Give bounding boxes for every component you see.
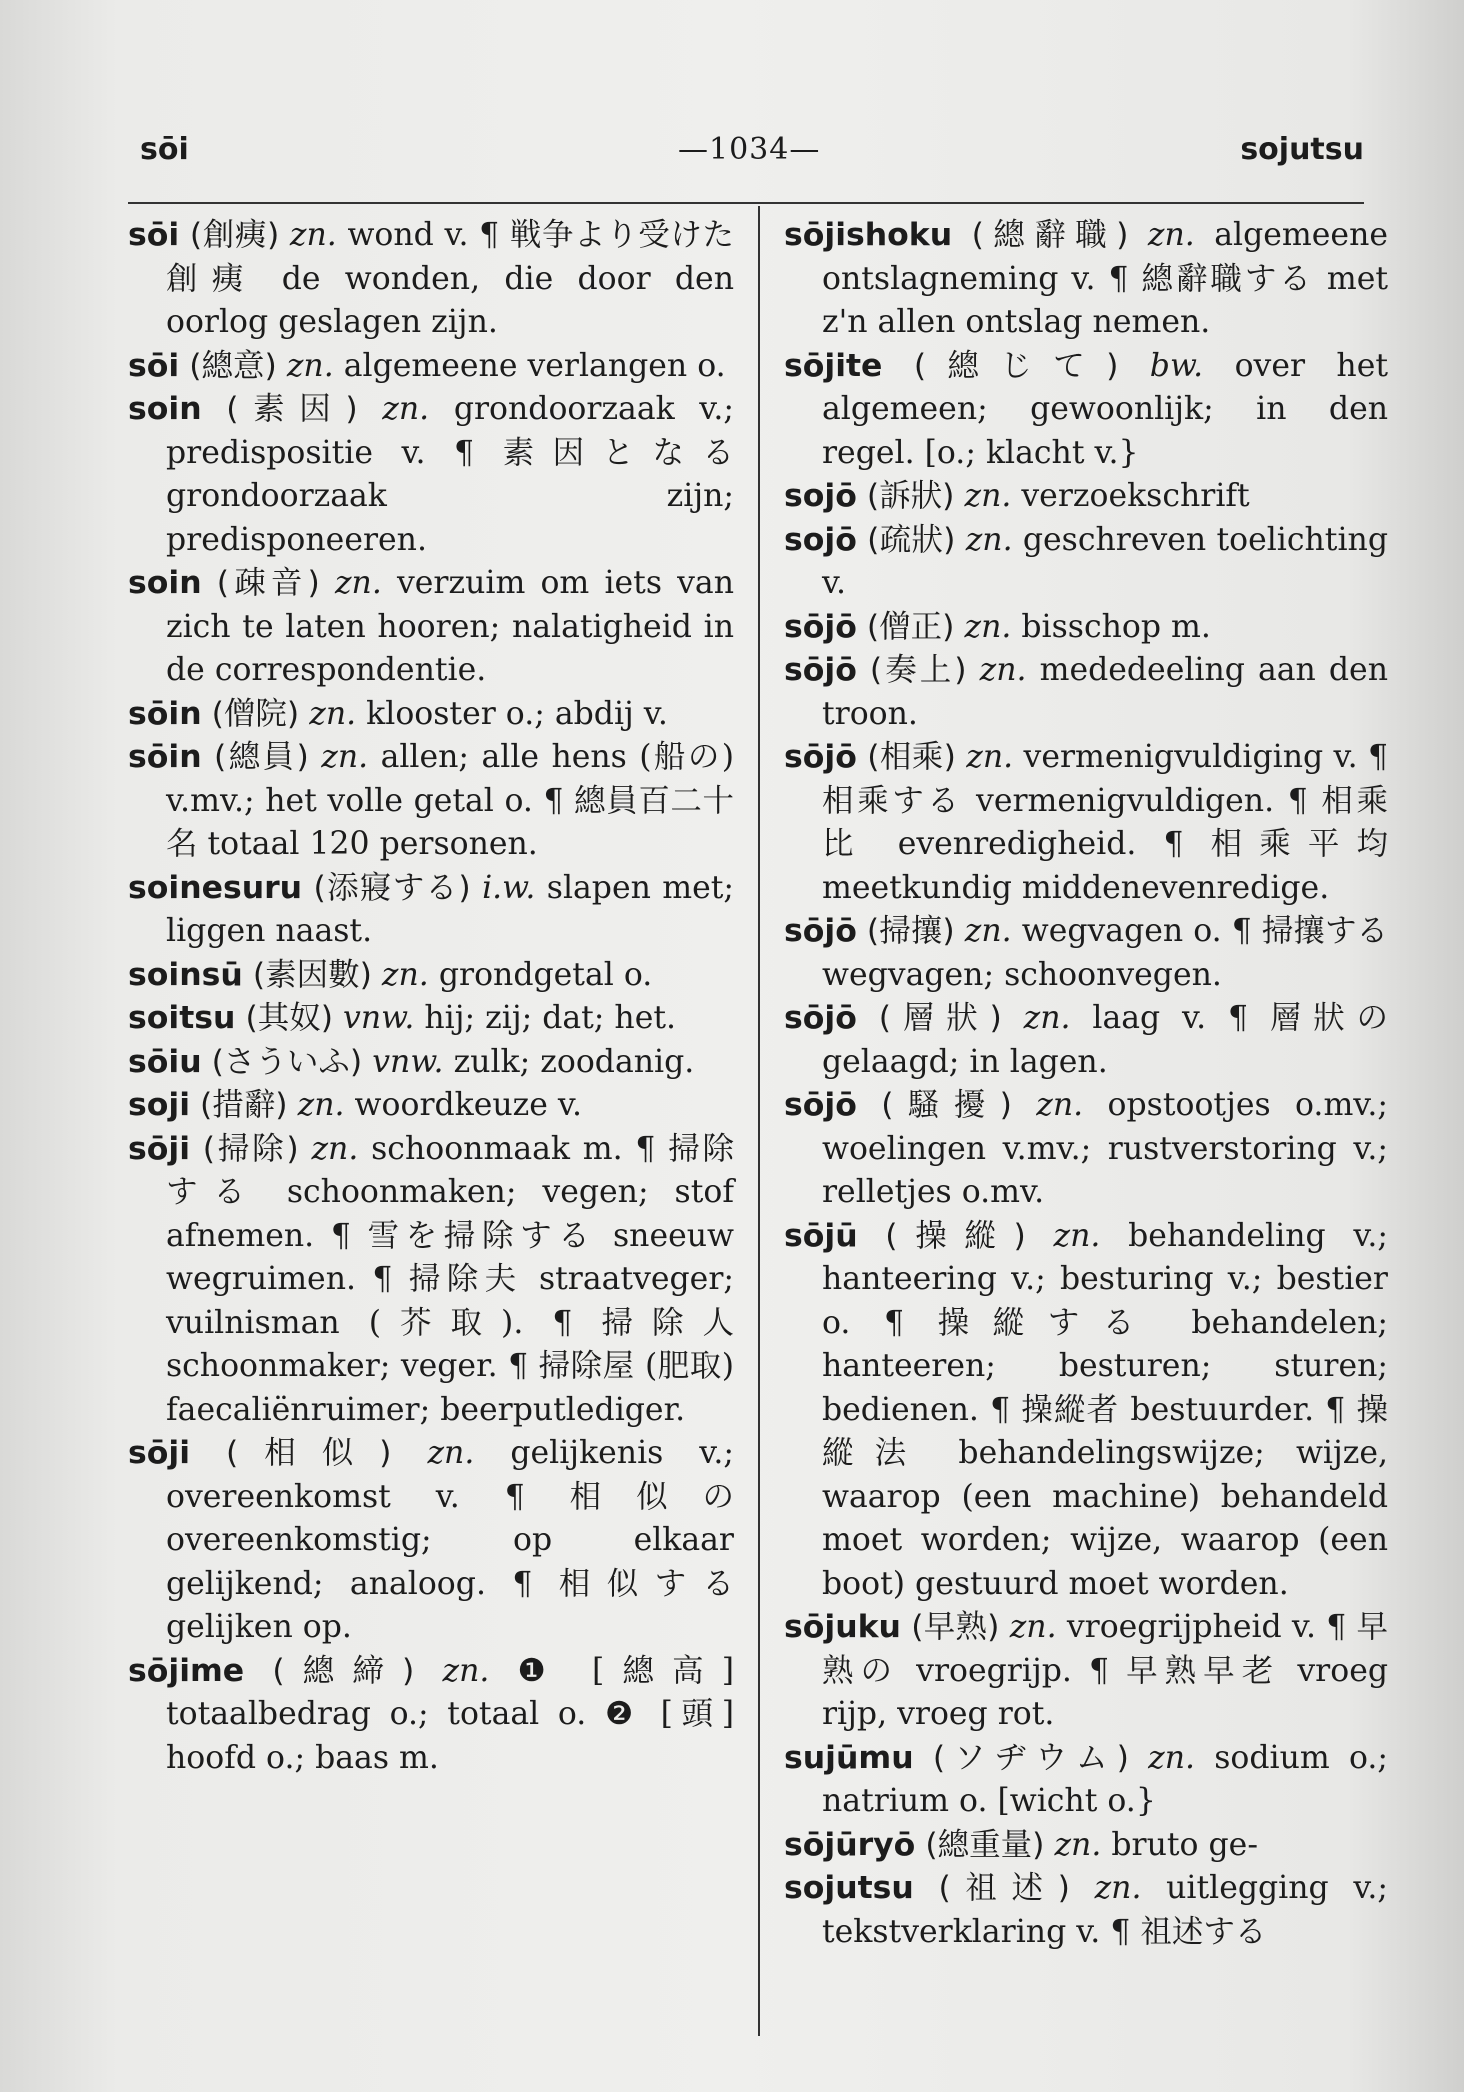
headword: sōjū <box>784 1217 858 1254</box>
headword: soin <box>128 565 202 601</box>
dictionary-entry <box>784 519 1388 606</box>
definition: verzoekschrift <box>1021 478 1250 514</box>
entry-kanji: (疎音) <box>216 565 320 601</box>
headword: soinsū <box>128 956 243 993</box>
definition: algemeene ontslagneming v. ¶ 總辭職する met z'n allen ontslag nemen. <box>822 217 1389 340</box>
dictionary-entry <box>128 867 734 954</box>
dictionary-entry <box>128 562 734 693</box>
part-of-speech: zn. <box>979 652 1027 688</box>
entry-kanji: (祖述) <box>938 1870 1070 1906</box>
definition: zulk; zoodanig. <box>453 1043 695 1080</box>
part-of-speech: zn. <box>321 739 369 775</box>
running-head-left: sōi <box>140 132 189 167</box>
headword: sōjuku <box>784 1609 901 1645</box>
entry-kanji: (總重量) <box>925 1826 1045 1863</box>
definition: grondgetal o. <box>438 956 653 993</box>
part-of-speech: zn. <box>442 1652 490 1689</box>
running-head-right: sojutsu <box>1240 132 1364 167</box>
header-rule <box>128 202 1364 204</box>
headword: soin <box>128 391 202 427</box>
entry-kanji: (總締) <box>272 1652 415 1689</box>
part-of-speech: zn. <box>289 217 337 253</box>
definition: algemeene verlangen o. <box>343 347 726 384</box>
entry-kanji: (さういふ) <box>211 1043 363 1080</box>
dictionary-entry <box>784 1737 1388 1824</box>
part-of-speech: zn. <box>1054 1826 1102 1863</box>
headword: sōjō <box>784 608 857 645</box>
entry-kanji: (創痍) <box>189 217 280 253</box>
definition: schoonmaak m. ¶ 掃除する schoonmaken; vegen; stof afnemen. ¶ 雪を掃除する sneeuw wegruimen. ¶ 掃除夫 straatveger; vuilnisman (芥取). ¶ 掃除人 schoonmaker; veger. ¶ 掃除屋 (肥取) faecaliënruimer; beerputlediger. <box>166 1130 734 1428</box>
part-of-speech: zn. <box>964 478 1012 514</box>
entry-kanji: (僧正) <box>866 608 955 645</box>
definition: mededeeling aan den troon. <box>822 652 1388 732</box>
definition: verzuim om iets van zich te laten hooren; nalatigheid in de correspondentie. <box>166 565 735 688</box>
part-of-speech: zn. <box>427 1435 475 1471</box>
part-of-speech: zn. <box>965 521 1013 558</box>
dictionary-entry <box>128 736 734 867</box>
entry-kanji: (總員) <box>214 739 309 775</box>
headword: sōjime <box>128 1652 245 1689</box>
dictionary-entry <box>784 606 1388 650</box>
part-of-speech: i.w. <box>482 869 536 906</box>
headword: sōjō <box>784 1087 857 1123</box>
entry-kanji: (相似) <box>225 1435 392 1471</box>
entry-kanji: (相乘) <box>867 739 956 775</box>
dictionary-entry <box>128 954 734 998</box>
left-column <box>128 214 734 1780</box>
definition: uitlegging v.; tekstverklaring v. ¶ 祖述する <box>822 1870 1389 1950</box>
definition: gelijkenis v.; overeenkomst v. ¶ 相似の overeenkomstig; op elkaar gelijkend; analoog. ¶ 相似する gelijken op. <box>166 1435 734 1645</box>
part-of-speech: zn. <box>381 956 429 993</box>
part-of-speech: vnw. <box>343 1000 415 1036</box>
dictionary-entry <box>128 214 734 345</box>
headword: sōi <box>128 217 180 253</box>
dictionary-entry <box>128 997 734 1041</box>
entry-kanji: (其奴) <box>245 1000 334 1036</box>
dictionary-entry <box>784 475 1388 519</box>
part-of-speech: zn. <box>966 739 1014 775</box>
entry-kanji: (層狀) <box>878 1000 1002 1036</box>
definition: woordkeuze v. <box>354 1087 582 1123</box>
part-of-speech: zn. <box>1148 1739 1196 1776</box>
part-of-speech: zn. <box>1009 1609 1057 1645</box>
definition: over het algemeen; gewoonlijk; in den regel. [o.; klacht v.} <box>822 347 1389 471</box>
part-of-speech: bw. <box>1149 347 1204 384</box>
definition: slapen met; liggen naast. <box>166 869 735 949</box>
definition: vroegrijpheid v. ¶ 早熟の vroegrijp. ¶ 早熟早老 vroeg rijp, vroeg rot. <box>822 1609 1388 1732</box>
headword: sōjūryō <box>784 1826 916 1863</box>
entry-kanji: (ソヂウム) <box>932 1739 1129 1776</box>
entry-kanji: (總じて) <box>913 347 1119 384</box>
headword: soitsu <box>128 1000 236 1036</box>
definition: grondoorzaak v.; predispositie v. ¶ 素因となる grondoorzaak zijn; predisponeeren. <box>166 391 734 558</box>
definition: opstootjes o.mv.; woelingen v.mv.; rustverstoring v.; relletjes o.mv. <box>822 1087 1388 1210</box>
part-of-speech: vnw. <box>372 1043 444 1080</box>
dictionary-entry <box>784 1867 1388 1954</box>
dictionary-entry <box>784 1824 1388 1868</box>
dictionary-entry <box>784 997 1388 1084</box>
definition: wond v. ¶ 戦争より受けた創痍 de wonden, die door den oorlog geslagen zijn. <box>166 217 735 340</box>
entry-kanji: (掃攘) <box>866 913 955 949</box>
entry-kanji: (訴狀) <box>866 478 955 514</box>
dictionary-entry <box>128 388 734 562</box>
part-of-speech: zn. <box>1023 1000 1071 1036</box>
definition: behandeling v.; hanteering v.; besturing v.; bestier o. ¶ 操縱する behandelen; hanteeren; besturen; sturen; bedienen. ¶ 操縱者 bestuurder. ¶ 操縱法 behandelingswijze; wijze, waarop (een machine) behandeld moet worden; wijze, waarop (een boot) gestuurd moet worden. <box>822 1217 1389 1602</box>
headword: soji <box>128 1087 190 1123</box>
entry-kanji: (早熟) <box>911 1609 1000 1645</box>
dictionary-entry <box>784 910 1388 997</box>
headword: sojutsu <box>784 1870 914 1906</box>
headword: sojō <box>784 478 857 514</box>
definition: geschreven toelichting v. <box>822 521 1388 601</box>
definition: bruto ge- <box>1111 1826 1258 1863</box>
dictionary-entry <box>128 1128 734 1433</box>
dictionary-entry <box>128 693 734 737</box>
definition: vermenigvuldiging v. ¶ 相乘する vermenigvuldigen. ¶ 相乘比 evenredigheid. ¶ 相乘平均 meetkundig middenevenredige. <box>822 739 1388 906</box>
part-of-speech: zn. <box>964 608 1012 645</box>
dictionary-entry <box>128 1432 734 1650</box>
dictionary-entry <box>784 1606 1388 1737</box>
entry-kanji: (疏狀) <box>867 521 956 558</box>
definition: ❶ [總高] totaalbedrag o.; totaal o. ❷ [頭] hoofd o.; baas m. <box>166 1652 735 1776</box>
dictionary-entry <box>784 345 1388 476</box>
entry-kanji: (措辭) <box>200 1087 288 1123</box>
definition: bisschop m. <box>1021 608 1211 645</box>
dictionary-entry <box>784 214 1388 345</box>
part-of-speech: zn. <box>1147 217 1195 253</box>
dictionary-entry <box>784 1215 1388 1607</box>
dictionary-entry <box>128 345 734 389</box>
headword: sōji <box>128 1130 190 1167</box>
part-of-speech: zn. <box>1053 1217 1101 1254</box>
headword: sōin <box>128 695 202 732</box>
headword: sōjō <box>784 1000 857 1036</box>
definition: laag v. ¶ 層狀の gelaagd; in lagen. <box>822 1000 1389 1080</box>
part-of-speech: zn. <box>334 565 382 601</box>
entry-kanji: (操縱) <box>885 1217 1026 1254</box>
entry-kanji: (總意) <box>189 347 277 384</box>
part-of-speech: zn. <box>964 913 1012 949</box>
part-of-speech: zn. <box>382 391 430 427</box>
part-of-speech: zn. <box>311 1130 359 1167</box>
entry-kanji: (僧院) <box>211 695 300 732</box>
dictionary-entry <box>784 736 1388 910</box>
entry-kanji: (騷擾) <box>881 1087 1012 1123</box>
headword: sōiu <box>128 1043 202 1080</box>
part-of-speech: zn. <box>1094 1870 1142 1906</box>
definition: allen; alle hens (船の) v.mv.; het volle getal o. ¶ 總員百二十名 totaal 120 personen. <box>166 739 735 862</box>
part-of-speech: zn. <box>286 347 334 384</box>
headword: sōji <box>128 1435 190 1471</box>
dictionary-entry <box>784 1084 1388 1215</box>
dictionary-entry <box>128 1084 734 1128</box>
right-column <box>784 214 1388 1954</box>
headword: sōi <box>128 347 180 384</box>
headword: sōin <box>128 739 202 775</box>
entry-kanji: (奏上) <box>869 652 967 688</box>
headword: sōjō <box>784 913 857 949</box>
definition: wegvagen o. ¶ 掃攘する wegvagen; schoonvegen. <box>822 913 1389 993</box>
headword: sōjō <box>784 652 857 688</box>
part-of-speech: zn. <box>309 695 357 732</box>
headword: soinesuru <box>128 869 303 906</box>
dictionary-entry <box>128 1650 734 1781</box>
dictionary-entry <box>784 649 1388 736</box>
entry-kanji: (掃除) <box>202 1130 299 1167</box>
headword: sōjō <box>784 739 857 775</box>
page-number: —1034— <box>678 132 821 167</box>
column-divider <box>758 206 760 2036</box>
definition: sodium o.; natrium o. [wicht o.} <box>822 1739 1388 1819</box>
part-of-speech: zn. <box>1036 1087 1084 1123</box>
entry-kanji: (素因數) <box>252 956 372 993</box>
definition: klooster o.; abdij v. <box>366 695 668 732</box>
part-of-speech: zn. <box>297 1087 345 1123</box>
dictionary-entry <box>128 1041 734 1085</box>
definition: hij; zij; dat; het. <box>424 1000 677 1036</box>
headword: sōjite <box>784 347 883 384</box>
headword: sujūmu <box>784 1739 914 1776</box>
entry-kanji: (添寢する) <box>313 869 471 906</box>
entry-kanji: (總辭職) <box>971 217 1129 253</box>
headword: sojō <box>784 521 857 558</box>
headword: sōjishoku <box>784 217 953 253</box>
entry-kanji: (素因) <box>226 391 358 427</box>
